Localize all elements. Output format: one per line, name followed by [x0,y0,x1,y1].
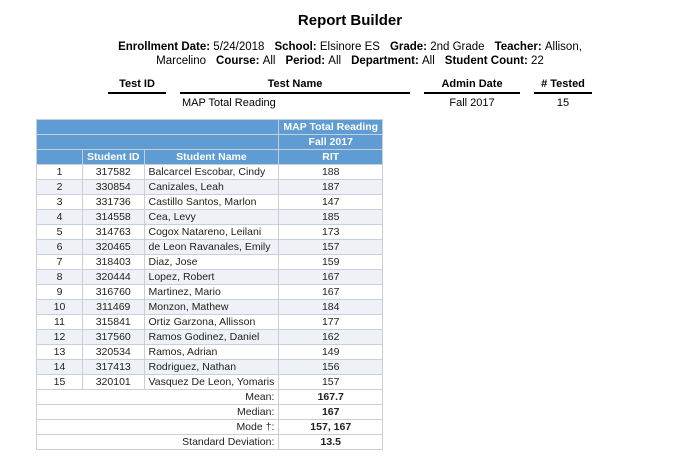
summary-value-cell: 167.7 [279,390,383,405]
row-number-cell: 8 [37,270,83,285]
rit-column-header: RIT [279,150,383,165]
student-name-cell: Ortiz Garzona, Allisson [144,315,279,330]
criteria-value: Marcelino [156,55,207,67]
student-name-cell: Ramos, Adrian [144,345,279,360]
row-number-cell: 4 [37,210,83,225]
row-number-cell: 15 [37,375,83,390]
criteria-line-2 [0,54,700,68]
criteria-value: All [328,55,342,67]
criteria-line-1 [0,40,700,54]
criteria-pair [445,55,544,67]
student-id-cell: 320101 [83,375,145,390]
student-row [37,315,383,330]
criteria-pair [390,41,485,53]
rit-cell: 156 [279,360,383,375]
student-id-cell: 320534 [83,345,145,360]
student-row [37,300,383,315]
criteria-pair [156,55,206,67]
row-number-cell: 1 [37,165,83,180]
summary-row [37,435,383,450]
test-name-column-header: Test Name [180,77,410,94]
criteria-label: Department: [351,55,422,67]
student-name-cell: Cea, Levy [144,210,279,225]
rit-cell: 147 [279,195,383,210]
student-name-cell: Diaz, Jose [144,255,279,270]
summary-label-cell: Standard Deviation: [37,435,279,450]
rit-cell: 167 [279,270,383,285]
rit-cell: 187 [279,180,383,195]
student-row [37,180,383,195]
rit-cell: 188 [279,165,383,180]
criteria-label: Period: [285,55,329,67]
student-id-cell: 331736 [83,195,145,210]
criteria-label: Course: [216,55,263,67]
criteria-label: School: [274,41,320,53]
admin-date-value: Fall 2017 [449,97,495,109]
test-summary-row [108,94,592,109]
term-header-row [37,135,383,150]
student-id-cell: 314763 [83,225,145,240]
test-summary-table [94,77,606,109]
criteria-value: 22 [531,55,544,67]
test-id-column-header: Test ID [108,77,166,94]
num-tested-value: 15 [556,97,570,109]
student-row [37,360,383,375]
student-name-cell: Castillo Santos, Marlon [144,195,279,210]
student-name-cell: Rodriguez, Nathan [144,360,279,375]
row-number-column-header [37,150,83,165]
student-id-cell: 315841 [83,315,145,330]
student-name-cell: Ramos Godinez, Daniel [144,330,279,345]
summary-row [37,405,383,420]
row-number-cell: 9 [37,285,83,300]
rit-cell: 184 [279,300,383,315]
row-number-cell: 5 [37,225,83,240]
student-scores-table [36,119,383,450]
rit-cell: 157 [279,240,383,255]
student-id-column-header: Student ID [83,150,145,165]
student-id-cell: 317560 [83,330,145,345]
summary-row [37,390,383,405]
rit-cell: 173 [279,225,383,240]
rit-cell: 149 [279,345,383,360]
rit-cell: 177 [279,315,383,330]
page-title: Report Builder [297,12,403,29]
term-header-cell: Fall 2017 [279,135,383,150]
student-id-cell: 317413 [83,360,145,375]
student-id-cell: 314558 [83,210,145,225]
student-row [37,375,383,390]
student-name-cell: Cogox Natareno, Leilani [144,225,279,240]
criteria-pair [285,55,341,67]
criteria-pair [118,41,264,53]
report-criteria [0,40,700,68]
criteria-value: 2nd Grade [430,41,485,53]
student-row [37,270,383,285]
criteria-value: 5/24/2018 [213,41,265,53]
criteria-value: Elsinore ES [319,41,380,53]
criteria-value: Allison, [544,41,582,53]
student-id-cell: 311469 [83,300,145,315]
admin-date-column-header: Admin Date [424,77,520,94]
criteria-pair [351,55,435,67]
student-id-cell: 330854 [83,180,145,195]
test-header-cell: MAP Total Reading [279,120,383,135]
student-row [37,345,383,360]
student-name-column-header: Student Name [144,150,279,165]
row-number-cell: 10 [37,300,83,315]
student-id-cell: 316760 [83,285,145,300]
summary-row [37,420,383,435]
test-summary-header-row [108,77,592,94]
criteria-pair [495,41,582,53]
student-name-cell: de Leon Ravanales, Emily [144,240,279,255]
student-row [37,255,383,270]
criteria-label: Student Count: [444,55,532,67]
student-name-cell: Canizales, Leah [144,180,279,195]
criteria-pair [216,55,275,67]
test-header-row [37,120,383,135]
student-row [37,210,383,225]
student-row [37,285,383,300]
rit-cell: 162 [279,330,383,345]
row-number-cell: 12 [37,330,83,345]
summary-label-cell: Mode †: [37,420,279,435]
num-tested-column-header: # Tested [534,77,592,94]
column-header-row [37,150,383,165]
rit-cell: 157 [279,375,383,390]
student-name-cell: Lopez, Robert [144,270,279,285]
student-row [37,195,383,210]
student-id-cell: 320444 [83,270,145,285]
student-row [37,240,383,255]
student-id-cell: 318403 [83,255,145,270]
row-number-cell: 6 [37,240,83,255]
summary-value-cell: 167 [279,405,383,420]
student-name-cell: Martinez, Mario [144,285,279,300]
summary-label-cell: Mean: [37,390,279,405]
student-row [37,225,383,240]
rit-cell: 167 [279,285,383,300]
test-header-spacer [37,120,279,135]
term-header-spacer [37,135,279,150]
student-id-cell: 320465 [83,240,145,255]
row-number-cell: 14 [37,360,83,375]
row-number-cell: 7 [37,255,83,270]
row-number-cell: 13 [37,345,83,360]
rit-cell: 159 [279,255,383,270]
student-row [37,165,383,180]
summary-label-cell: Median: [37,405,279,420]
summary-value-cell: 13.5 [279,435,383,450]
row-number-cell: 11 [37,315,83,330]
row-number-cell: 3 [37,195,83,210]
test-name-value: MAP Total Reading [182,97,276,109]
criteria-label: Grade: [389,41,431,53]
criteria-label: Enrollment Date: [118,41,214,53]
student-id-cell: 317582 [83,165,145,180]
criteria-label: Teacher: [494,41,545,53]
student-name-cell: Vasquez De Leon, Yomaris [144,375,279,390]
summary-value-cell: 157, 167 [279,420,383,435]
student-name-cell: Monzon, Mathew [144,300,279,315]
rit-cell: 185 [279,210,383,225]
student-name-cell: Balcarcel Escobar, Cindy [144,165,279,180]
row-number-cell: 2 [37,180,83,195]
criteria-value: All [262,55,276,67]
student-row [37,330,383,345]
criteria-value: All [422,55,435,67]
test-id-value [108,94,166,109]
criteria-pair [274,41,379,53]
